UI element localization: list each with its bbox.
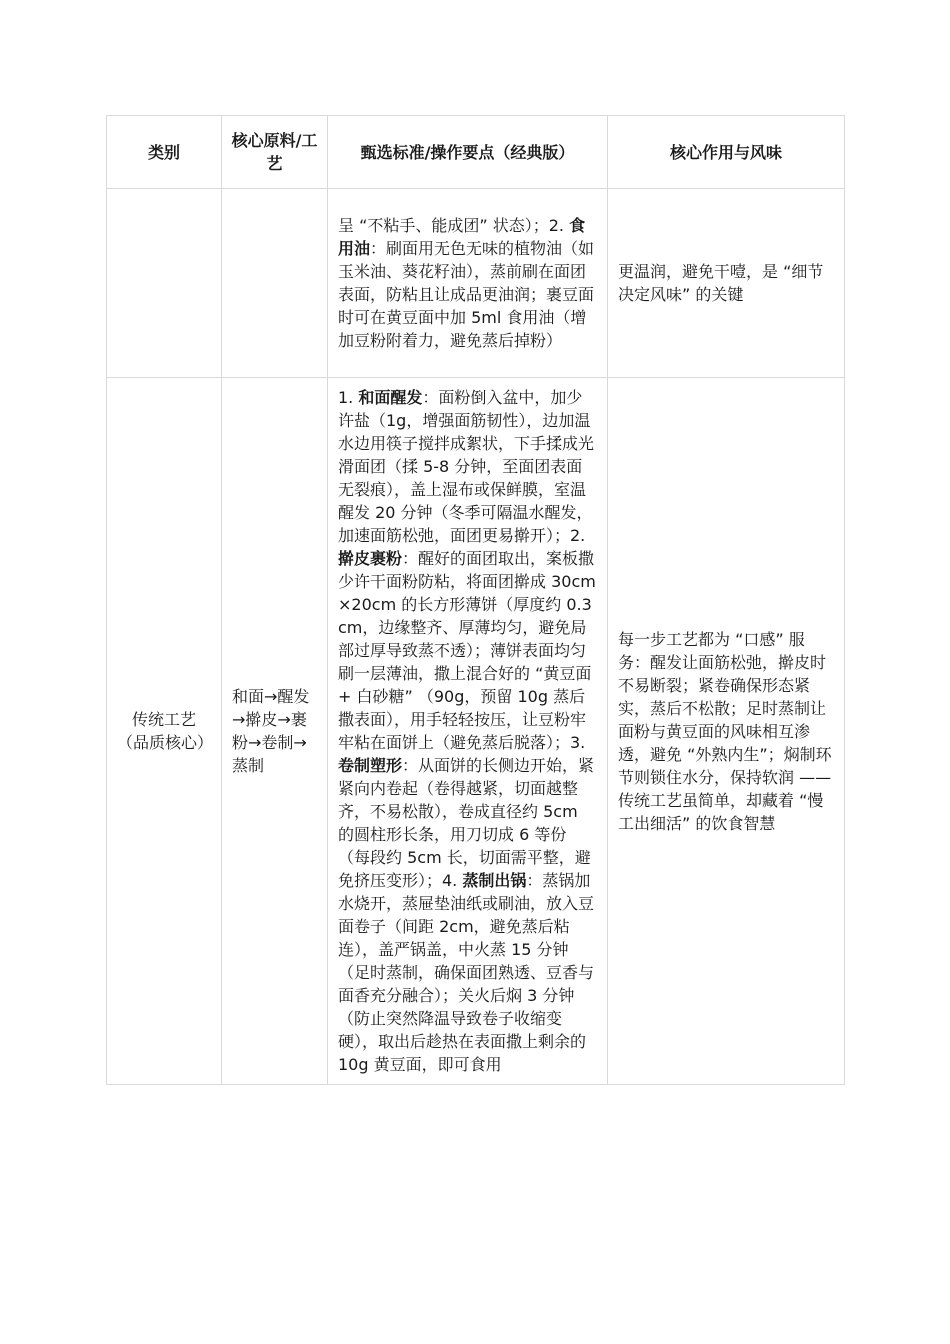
header-effect: 核心作用与风味 [608,116,845,189]
cell-effect: 更温润，避免干噎，是 “细节决定风味” 的关键 [608,189,845,378]
cell-material: 和面→醒发→擀皮→裹粉→卷制→蒸制 [222,378,328,1085]
bold-keyword: 擀皮裹粉 [338,549,403,568]
recipe-table [106,115,845,1085]
bold-keyword: 蒸制出锅 [462,871,527,890]
header-category: 类别 [107,116,222,189]
text-segment: ：从面饼的长侧边开始，紧紧向内卷起（卷得越紧，切面越整齐，不易松散），卷成直径约 5cm 的圆柱形长条，用刀切成 6 等份（每段约 5cm 长，切面需平整，避免挤压变形）；4. [338,756,595,890]
bold-keyword: 和面醒发 [358,388,423,407]
text-segment: ：面粉倒入盆中，加少许盐（1g，增强面筋韧性），边加温水边用筷子搅拌成絮状，下手揉成光滑面团（揉 5-8 分钟，至面团表面无裂痕），盖上湿布或保鲜膜，室温醒发 20 分钟（冬季可隔温水醒发，加速面筋松弛，面团更易擀开）；2. [338,388,595,545]
cell-points [328,189,608,378]
header-material: 核心原料/工艺 [222,116,328,189]
table-row [107,378,845,1085]
cell-category [107,189,222,378]
header-points: 甄选标准/操作要点（经典版） [328,116,608,189]
table-header-row [107,116,845,189]
cell-category: 传统工艺（品质核心） [107,378,222,1085]
bold-keyword: 食用油 [338,216,586,258]
text-segment: 呈 “不粘手、能成团” 状态）；2. [338,216,570,235]
text-segment: ：蒸锅加水烧开，蒸屉垫油纸或刷油，放入豆面卷子（间距 2cm，避免蒸后粘连），盖严锅盖，中火蒸 15 分钟（足时蒸制，确保面团熟透、豆香与面香充分融合）；关火后焖 3 分钟（防止突然降温导致卷子收缩变硬），取出后趁热在表面撒上剩余的 10g 黄豆面，即可食用 [338,871,595,1074]
cell-effect: 每一步工艺都为 “口感” 服务：醒发让面筋松弛，擀皮时不易断裂；紧卷确保形态紧实，蒸后不松散；足时蒸制让面粉与黄豆面的风味相互渗透，避免 “外熟内生”；焖制环节则锁住水分，保持软润 —— 传统工艺虽简单，却藏着 “慢工出细活” 的饮食智慧 [608,378,845,1085]
text-segment: 1. [338,388,359,407]
table-row [107,189,845,378]
bold-keyword: 卷制塑形 [338,756,403,775]
cell-points [328,378,608,1085]
cell-material [222,189,328,378]
text-segment: ：刷面用无色无味的植物油（如玉米油、葵花籽油），蒸前刷在面团表面，防粘且让成品更油润；裹豆面时可在黄豆面中加 5ml 食用油（增加豆粉附着力，避免蒸后掉粉） [338,239,595,350]
text-segment: ：醒好的面团取出，案板撒少许干面粉防粘，将面团擀成 30cm×20cm 的长方形薄饼（厚度约 0.3cm，边缘整齐、厚薄均匀，避免局部过厚导致蒸不透）；薄饼表面均匀刷一层薄油，撒上混合好的 “黄豆面 + 白砂糖” （90g，预留 10g 蒸后撒表面），用手轻轻按压，让豆粉牢牢粘在面饼上（避免蒸后脱落）；3. [338,549,596,752]
